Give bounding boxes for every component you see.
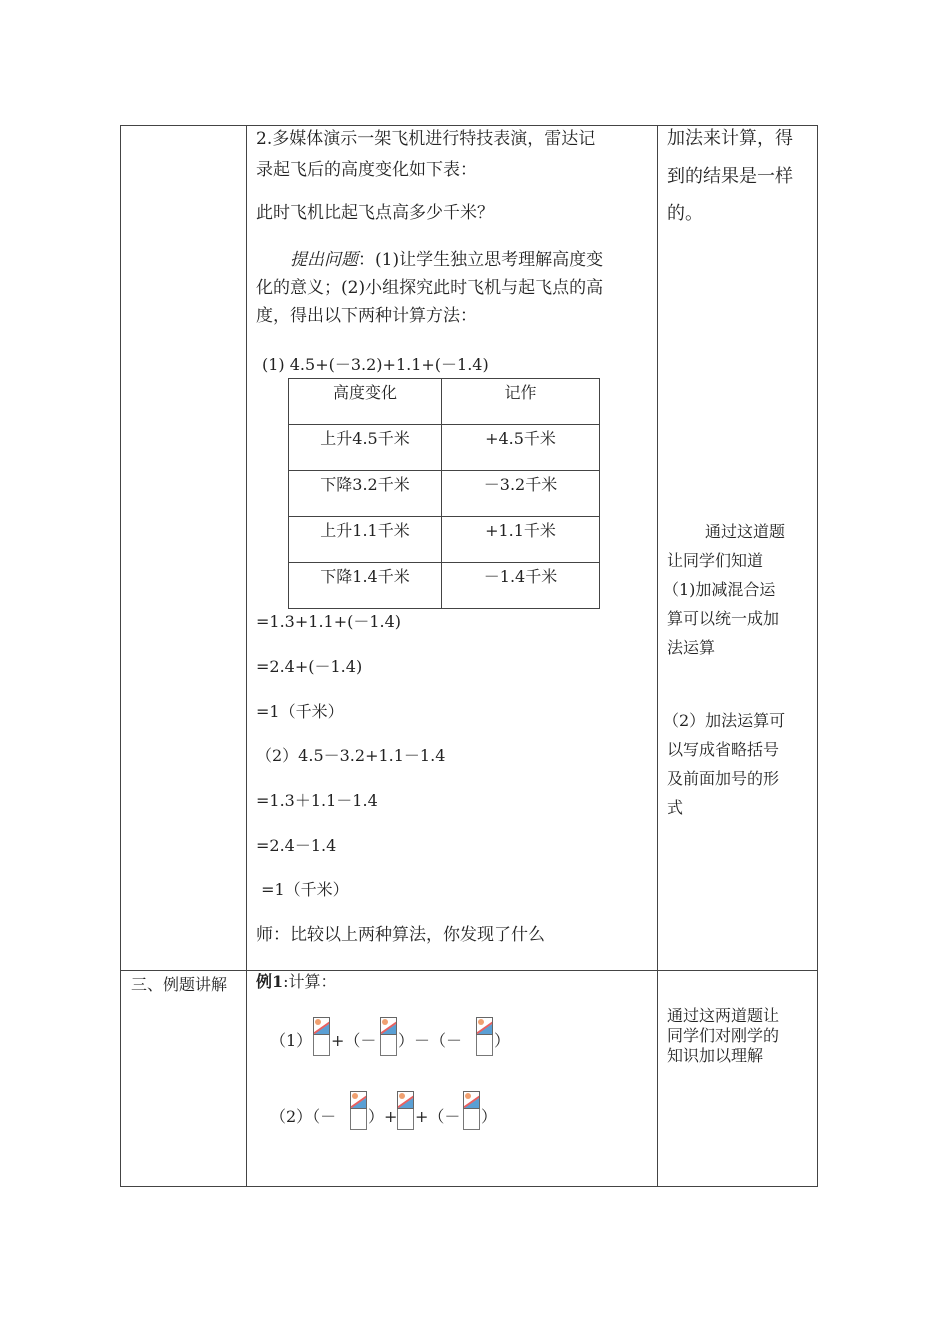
table-left-border [120,125,121,1187]
table-cell: －1.4千米 [442,563,600,609]
table-cell: 下降1.4千米 [289,563,442,609]
note-top-line-1: 加法来计算，得 [667,128,793,149]
example-heading [256,974,337,990]
fraction-image-icon [380,1017,397,1056]
section-3-note-line-2: 同学们对刚学的 [667,1026,780,1045]
note-low-line-2: 以写成省略括号 [667,740,780,759]
table-header-cell: 高度变化 [289,379,442,425]
example-row-1-op-1: +（－ [331,1031,377,1050]
example-row-1-op-3: ） [494,1031,511,1050]
table-row [289,471,600,517]
fraction-image-icon [313,1017,330,1056]
column-divider-1 [246,125,247,1187]
example-row-2-op-3: ） [481,1107,498,1126]
prompt-label: 提出问题 [290,250,358,270]
method-2-expression: （2）4.5－3.2+1.1－1.4 [256,746,446,765]
section-3-note-line-3: 知识加以理解 [667,1046,764,1065]
row-divider [120,970,818,971]
column-divider-2 [657,125,658,1187]
note-mid-line-5: 法运算 [667,638,716,657]
note-mid-line-3: （1)加减混合运 [663,580,776,599]
table-bottom-border [120,1186,818,1187]
intro-line-2: 录起飞后的高度变化如下表： [256,160,477,180]
method-1-expression: (1) 4.5+(－3.2)+1.1+(－1.4) [262,355,489,374]
question-text: 此时飞机比起飞点高多少千米？ [256,203,494,223]
example-row-2-op-1: ）+ [368,1107,398,1126]
method-2-step-1: =1.3＋1.1－1.4 [256,791,378,810]
note-top-line-3: 的。 [667,203,703,224]
example-row-1-prefix: （1） [270,1031,313,1050]
prompt-line-2: 化的意义；(2)小组探究此时飞机与起飞点的高 [256,278,604,298]
note-low-line-4: 式 [667,798,684,817]
example-rest: :计算： [283,972,337,991]
table-top-border [120,125,818,126]
teacher-question: 师：比较以上两种算法，你发现了什么 [256,925,545,945]
table-cell: 上升4.5千米 [289,425,442,471]
note-mid-line-2: 让同学们知道 [667,551,764,570]
table-cell: －3.2千米 [442,471,600,517]
table-right-border [817,125,818,1187]
method-1-step-3: =1（千米） [256,702,344,721]
table-header-row [289,379,600,425]
table-cell: +1.1千米 [442,517,600,563]
fraction-image-icon [397,1091,414,1130]
table-cell: +4.5千米 [442,425,600,471]
method-1-step-1: =1.3+1.1+(－1.4) [256,612,402,631]
table-cell: 上升1.1千米 [289,517,442,563]
section-3-note-line-1: 通过这两道题让 [667,1006,780,1025]
example-row-2-prefix: （2）（－ [270,1107,337,1126]
fraction-image-icon [476,1017,493,1056]
method-1-step-2: =2.4+(－1.4) [256,657,363,676]
note-low-line-3: 及前面加号的形 [667,769,780,788]
prompt-line-1 [290,252,603,269]
note-mid-line-4: 算可以统一成加 [667,609,780,628]
prompt-line-1-rest: ：(1)让学生独立思考理解高度变 [358,250,604,270]
prompt-line-3: 度，得出以下两种计算方法： [256,306,477,326]
method-2-step-2: =2.4－1.4 [256,836,337,855]
example-row-2-op-2: +（－ [415,1107,461,1126]
note-low-line-1: （2）加法运算可 [663,711,786,730]
example-row-1-op-2: ）－（－ [398,1031,463,1050]
altitude-table [288,378,600,609]
example-label: 例1 [256,972,284,991]
table-header-cell: 记作 [442,379,600,425]
section-3-label: 三、例题讲解 [131,975,228,994]
table-row [289,517,600,563]
note-top-line-2: 到的结果是一样 [667,166,793,187]
fraction-image-icon [350,1091,367,1130]
table-row [289,563,600,609]
note-mid-line-1: 通过这道题 [705,522,786,541]
method-2-step-3: =1（千米） [256,880,349,899]
table-cell: 下降3.2千米 [289,471,442,517]
table-row [289,425,600,471]
intro-line-1: 2.多媒体演示一架飞机进行特技表演，雷达记 [256,129,596,149]
fraction-image-icon [463,1091,480,1130]
